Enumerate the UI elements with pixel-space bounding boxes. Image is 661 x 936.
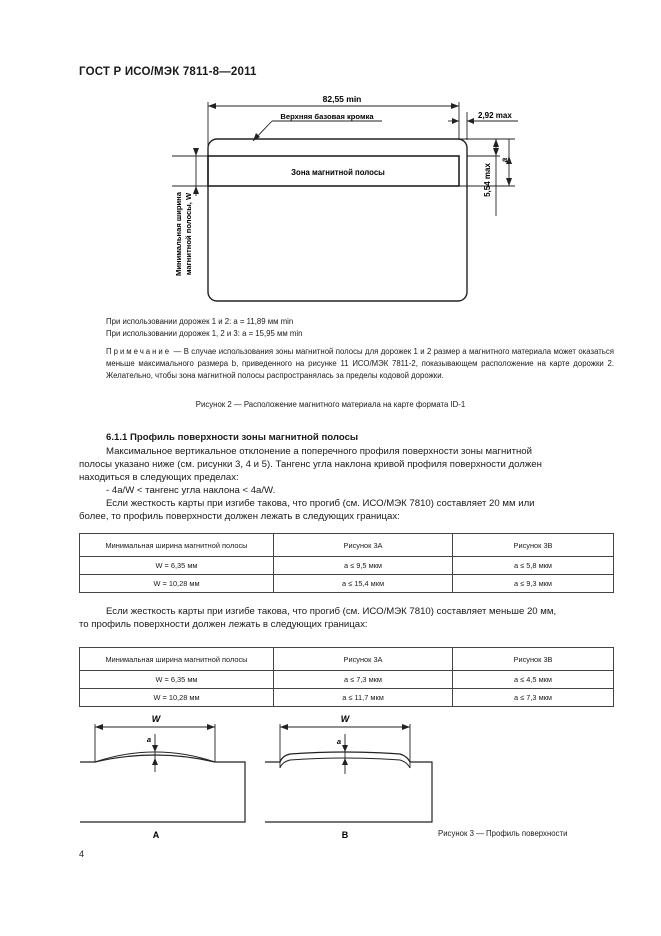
width-label: 82,55 min: [322, 94, 362, 104]
table-header-cell: Минимальная ширина магнитной полосы: [80, 534, 274, 557]
w-label-b: W: [340, 714, 350, 724]
page-number: 4: [79, 849, 85, 859]
paragraph-1-line-3: находиться в следующих пределах:: [79, 472, 239, 483]
table-cell: а ≤ 11,7 мкм: [274, 689, 453, 707]
top-edge-label: Верхняя базовая кромка: [280, 112, 374, 121]
table-cell: а ≤ 7,3 мкм: [453, 689, 614, 707]
table-deflection-20mm-or-more: [79, 533, 614, 593]
a-label-a: a: [146, 735, 151, 744]
card-outline: [208, 139, 467, 301]
section-heading: 6.1.1 Профиль поверхности зоны магнитной полосы: [106, 432, 359, 443]
min-width-label-1: Минимальная ширина: [174, 192, 183, 276]
table-header-cell: Рисунок 3А: [274, 648, 453, 671]
table-header-cell: Рисунок 3В: [453, 534, 614, 557]
table-cell: W = 6,35 мм: [80, 557, 274, 575]
a-label: a: [500, 157, 509, 163]
table-cell: а ≤ 7,3 мкм: [274, 671, 453, 689]
min-width-label-2: магнитной полосы, W: [184, 192, 193, 276]
table-cell: W = 6,35 мм: [80, 671, 274, 689]
table-row: [80, 689, 614, 707]
table-deflection-less-than-20mm: [79, 647, 614, 707]
note-label: Примечание: [106, 347, 172, 356]
table-cell: а ≤ 9,5 мкм: [274, 557, 453, 575]
figure-label-a: A: [152, 830, 160, 840]
figure-label-b: B: [341, 830, 349, 840]
usage-line-1: При использовании дорожек 1 и 2: а = 11,89 мм min: [106, 317, 294, 326]
paragraph-1-line-4: - 4а/W < тангенс угла наклона < 4а/W.: [106, 485, 276, 496]
figure-2-caption: Рисунок 2 — Расположение магнитного материала на карте формата ID-1: [195, 400, 466, 409]
figure-2-drawing: [0, 0, 661, 320]
zone-label: Зона магнитной полосы: [291, 168, 385, 177]
height-label: 5,54 max: [483, 163, 492, 197]
table-cell: W = 10,28 мм: [80, 689, 274, 707]
paragraph-2-line-2: более, то профиль поверхности должен лежать в следующих границах:: [79, 511, 400, 522]
table-header-row: [80, 534, 614, 557]
table-row: [80, 557, 614, 575]
profile-b: [265, 714, 432, 840]
w-label-a: W: [151, 714, 161, 724]
table-header-row: [80, 648, 614, 671]
profile-a: [80, 714, 245, 840]
offset-label: 2,92 max: [478, 111, 512, 120]
table-header-cell: Рисунок 3В: [453, 648, 614, 671]
figure-2-note: [106, 346, 614, 382]
table-row: [80, 575, 614, 593]
paragraph-1-line-2: полосы указано ниже (см. рисунки 3, 4 и 5). Тангенс угла наклона кривой профиля поверхности должен: [79, 459, 542, 470]
paragraph-3-line-1: Если жесткость карты при изгибе такова, что прогиб (см. ИСО/МЭК 7810) составляет меньше 20 мм,: [106, 606, 557, 617]
paragraph-1-line-1: Максимальное вертикальное отклонение а поперечного профиля поверхности зоны магнитной: [106, 446, 532, 457]
table-row: [80, 671, 614, 689]
document-header: ГОСТ Р ИСО/МЭК 7811-8—2011: [79, 66, 257, 78]
table-header-cell: Минимальная ширина магнитной полосы: [80, 648, 274, 671]
figure-3-caption: Рисунок 3 — Профиль поверхности: [438, 829, 568, 838]
table-cell: W = 10,28 мм: [80, 575, 274, 593]
table-cell: а ≤ 4,5 мкм: [453, 671, 614, 689]
paragraph-3-line-2: то профиль поверхности должен лежать в следующих границах:: [79, 619, 368, 630]
note-text: — В случае использования зоны магнитной полосы для дорожек 1 и 2 размер а магнитного материала может оказаться меньше максимального размера b, приведенного на рисунке 11 ИСО/МЭК 7811-2, показывающем расположение на карте дорожки 2. Желательно, чтобы зона магнитной полосы распространялась за пределы кодовой дорожки.: [106, 347, 614, 380]
usage-line-2: При использовании дорожек 1, 2 и 3: а = 15,95 мм min: [106, 329, 303, 338]
table-header-cell: Рисунок 3А: [274, 534, 453, 557]
table-cell: а ≤ 5,8 мкм: [453, 557, 614, 575]
a-label-b: a: [336, 737, 341, 746]
paragraph-2-line-1: Если жесткость карты при изгибе такова, что прогиб (см. ИСО/МЭК 7810) составляет 20 мм или: [106, 498, 535, 509]
table-cell: а ≤ 9,3 мкм: [453, 575, 614, 593]
table-cell: а ≤ 15,4 мкм: [274, 575, 453, 593]
